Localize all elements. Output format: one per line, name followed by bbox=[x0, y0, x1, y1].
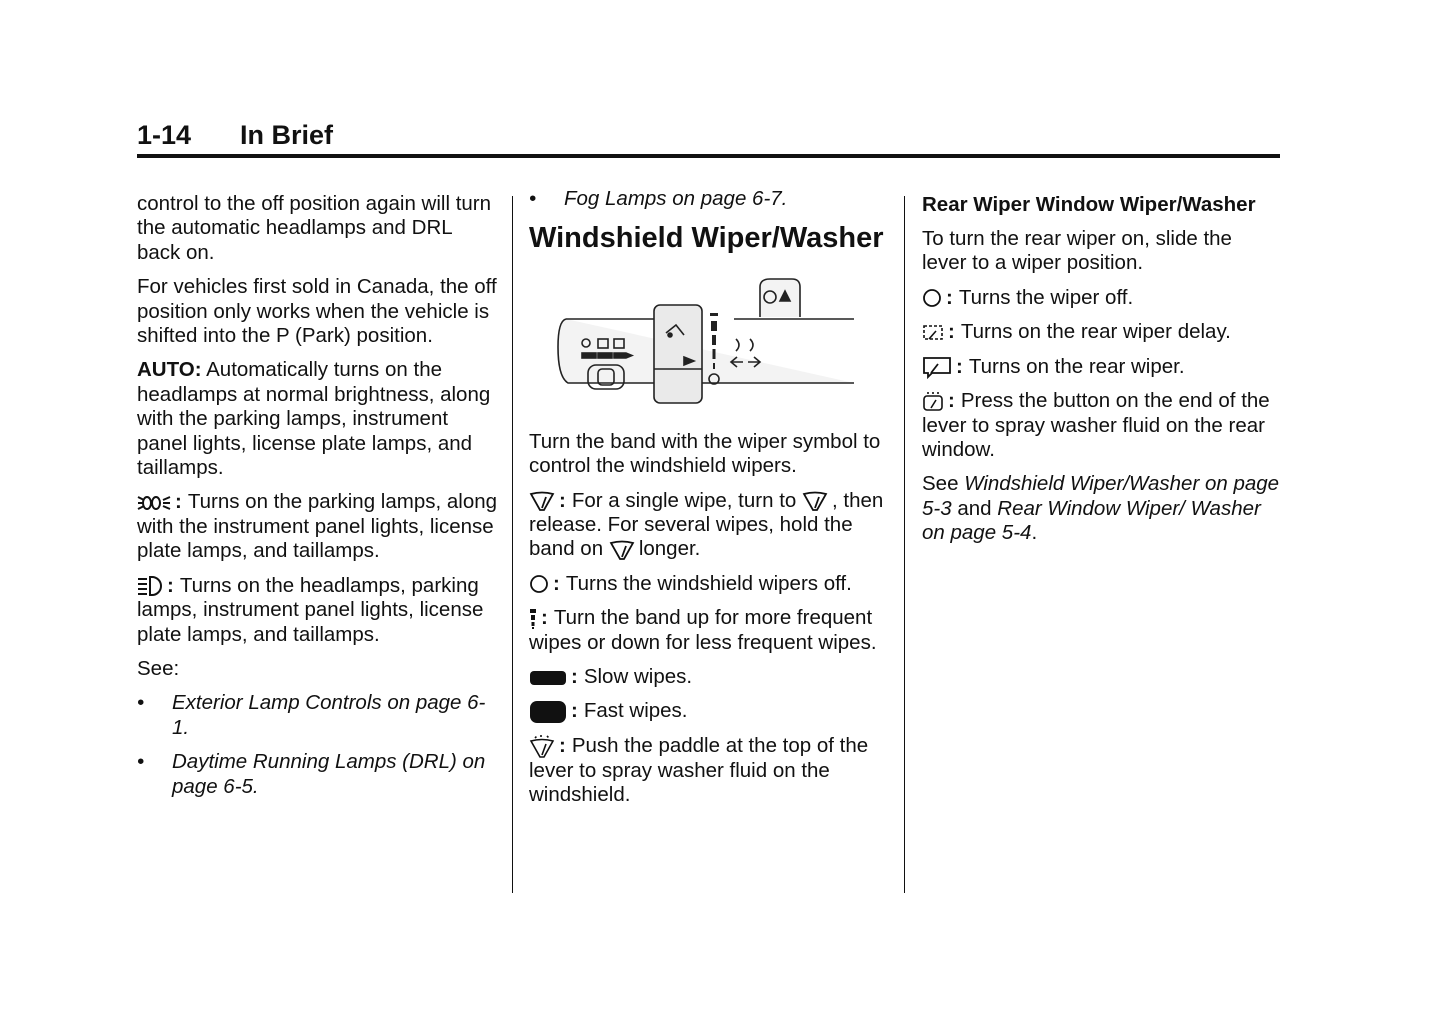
single-wipe-icon bbox=[609, 539, 635, 561]
bullet-link[interactable]: • Fog Lamps on page 6-7. bbox=[529, 187, 891, 211]
paragraph bbox=[137, 574, 499, 647]
colon: : bbox=[553, 571, 560, 595]
single-wipe-text: longer. bbox=[638, 537, 701, 561]
column-3 bbox=[922, 192, 1282, 556]
colon: : bbox=[956, 354, 963, 378]
column-2 bbox=[529, 187, 891, 817]
paragraph bbox=[922, 472, 1282, 545]
headlamp-icon bbox=[137, 575, 163, 597]
page-number: 1-14 bbox=[137, 120, 192, 150]
rear-delay-description: Turns on the rear wiper delay. bbox=[960, 320, 1231, 344]
colon: : bbox=[559, 734, 566, 758]
paragraph: Turn the band with the wiper symbol to control the windshield wipers. bbox=[529, 429, 881, 478]
colon: : bbox=[167, 573, 174, 597]
paragraph: control to the off position again will turn the automatic headlamps and DRL back on. bbox=[137, 192, 492, 264]
column-1 bbox=[137, 192, 499, 809]
paragraph bbox=[529, 606, 891, 655]
rear-on-description: Turns on the rear wiper. bbox=[968, 354, 1185, 378]
cross-reference-link[interactable]: Windshield Wiper/Washer on page 5-3 bbox=[922, 472, 1280, 520]
single-wipe-icon bbox=[802, 490, 828, 512]
colon: : bbox=[948, 389, 955, 413]
paragraph bbox=[529, 665, 891, 689]
auto-label: AUTO: bbox=[137, 358, 202, 382]
single-wipe-icon bbox=[529, 490, 555, 512]
fast-wipe-icon bbox=[529, 700, 567, 724]
colon: : bbox=[175, 490, 182, 514]
colon: : bbox=[571, 699, 578, 723]
off-icon bbox=[922, 288, 942, 308]
paragraph bbox=[529, 489, 891, 562]
paragraph bbox=[529, 572, 891, 596]
colon: : bbox=[541, 606, 548, 630]
parking-lamp-icon bbox=[137, 493, 171, 513]
slow-description: Slow wipes. bbox=[583, 665, 693, 689]
rear-wiper-delay-icon bbox=[922, 323, 944, 343]
frequency-description: Turn the band up for more frequent wipes or down for less frequent wipes. bbox=[529, 606, 877, 654]
header-rule bbox=[137, 154, 1280, 158]
rear-wiper-icon bbox=[922, 355, 952, 379]
parking-description: Turns on the parking lamps, along with the instrument panel lights, license plate lamps, and taillamps. bbox=[137, 490, 498, 563]
see-text: See bbox=[922, 472, 959, 496]
paragraph bbox=[922, 320, 1282, 344]
column-divider bbox=[512, 196, 513, 893]
single-wipe-text: , then release. For several wipes, hold the band on bbox=[529, 488, 884, 561]
section-title: In Brief bbox=[240, 120, 334, 150]
paragraph bbox=[529, 699, 891, 724]
paragraph bbox=[137, 358, 499, 480]
washer-description: Push the paddle at the top of the lever to spray washer fluid on the windshield. bbox=[529, 734, 869, 807]
bullet-link[interactable]: • Daytime Running Lamps (DRL) on page 6-5. bbox=[137, 750, 499, 799]
off-icon bbox=[529, 574, 549, 594]
frequency-icon bbox=[529, 608, 537, 630]
section-heading: Windshield Wiper/Washer bbox=[529, 222, 884, 255]
headlamp-description: Turns on the headlamps, parking lamps, instrument panel lights, license plate lamps, and taillamps. bbox=[137, 573, 484, 646]
page-header bbox=[137, 120, 1280, 156]
paragraph bbox=[922, 389, 1282, 462]
paragraph: To turn the rear wiper on, slide the lever to a wiper position. bbox=[922, 227, 1232, 275]
column-divider bbox=[904, 196, 905, 893]
rear-washer-description: Press the button on the end of the lever to spray washer fluid on the rear window. bbox=[922, 389, 1270, 462]
bullet-link[interactable]: • Exterior Lamp Controls on page 6-1. bbox=[137, 691, 499, 740]
paragraph bbox=[922, 286, 1282, 310]
rear-off-description: Turns the wiper off. bbox=[958, 285, 1134, 309]
paragraph bbox=[922, 355, 1282, 380]
see-label: See: bbox=[137, 656, 180, 680]
fast-description: Fast wipes. bbox=[583, 699, 688, 723]
cross-reference-link[interactable]: Rear Window Wiper/ Washer on page 5-4 bbox=[922, 496, 1261, 545]
wiper-lever-illustration bbox=[554, 277, 854, 407]
paragraph bbox=[529, 734, 891, 807]
auto-description: Automatically turns on the headlamps at normal brightness, along with the parking lamps, instrument panel lights, license plate lamps, and taillamps. bbox=[137, 358, 491, 480]
paragraph: For vehicles first sold in Canada, the off position only works when the vehicle is shifted into the P (Park) position. bbox=[137, 275, 497, 348]
rear-washer-icon bbox=[922, 391, 944, 413]
see-text: and bbox=[957, 496, 992, 520]
single-wipe-text: For a single wipe, turn to bbox=[571, 488, 797, 512]
colon: : bbox=[571, 665, 578, 689]
subsection-heading: Rear Wiper Window Wiper/Washer bbox=[922, 193, 1256, 216]
see-text: . bbox=[1031, 521, 1038, 545]
off-description: Turns the windshield wipers off. bbox=[565, 571, 852, 595]
colon: : bbox=[559, 488, 566, 512]
colon: : bbox=[946, 285, 953, 309]
slow-wipe-icon bbox=[529, 669, 567, 687]
washer-icon bbox=[529, 735, 555, 759]
colon: : bbox=[948, 320, 955, 344]
paragraph bbox=[137, 490, 499, 563]
